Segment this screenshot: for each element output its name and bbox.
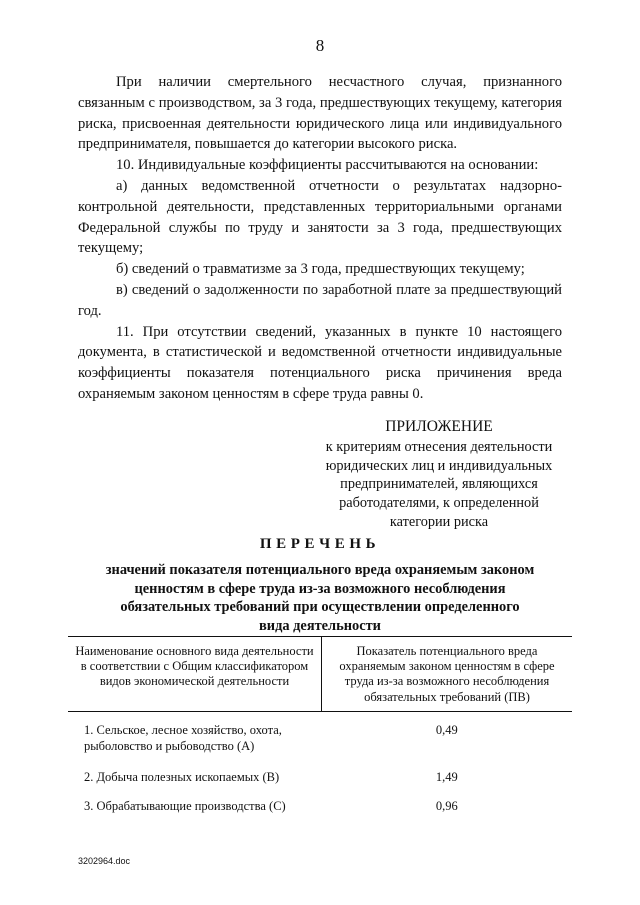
doc-code: 3202964.doc	[78, 856, 131, 866]
table-row	[68, 711, 572, 759]
paragraph-item-10b: б) сведений о травматизме за 3 года, предшествующих текущему;	[116, 261, 525, 278]
paragraph-item-10c: в) сведений о задолженности по заработной плате за предшествующий год.	[78, 281, 562, 319]
row-activity: 3. Обрабатывающие производства (С)	[84, 798, 286, 813]
table	[68, 636, 572, 817]
row-activity: 2. Добыча полезных ископаемых (В)	[84, 769, 280, 784]
appendix-line: к критериям отнесения деятельности	[325, 438, 553, 455]
appendix-line: категории риска	[389, 513, 489, 530]
header-indicator: Показатель потенциального вреда охраняемым законом ценностям в сфере труда из-за возможного несоблюдения обязательных требований (ПВ)	[322, 637, 573, 712]
row-value: 0,96	[435, 798, 458, 813]
page-number: 8	[315, 36, 325, 55]
appendix-line: юридических лиц и индивидуальных	[325, 457, 553, 474]
list-title: ПЕРЕЧЕНЬ	[259, 536, 381, 552]
row-activity: 1. Сельское, лесное хозяйство, охота, рыболовство и рыбоводство (А)	[84, 722, 282, 753]
subtitle-line: значений показателя потенциального вреда охраняемым законом	[105, 562, 535, 578]
subtitle-line: обязательных требований при осуществлении определенного	[120, 599, 520, 616]
appendix-title: ПРИЛОЖЕНИЕ	[385, 418, 493, 435]
body-text	[78, 72, 562, 405]
subtitle-line: ценностям в сфере труда из-за возможного несоблюдения	[134, 580, 506, 597]
table-row	[68, 790, 572, 817]
row-value: 0,49	[435, 722, 458, 737]
appendix-block	[300, 418, 578, 532]
appendix-line: работодателями, к определенной	[339, 495, 539, 512]
list-subtitle	[80, 561, 560, 635]
hazard-table	[68, 636, 572, 817]
paragraph-item-11: 11. При отсутствии сведений, указанных в пункте 10 настоящего документа, в статистической и ведомственной отчетности индивидуальные коэффициенты показателя потенциального риска причинения вреда охраняемым законом ценностям в сфере труда равны 0.	[78, 323, 562, 402]
paragraph-item-10: 10. Индивидуальные коэффициенты рассчитываются на основании:	[116, 157, 539, 174]
paragraph-item-10a: а) данных ведомственной отчетности о результатах надзорно-контрольной деятельности, представленных территориальными органами Федеральной службы по труду и занятости за 3 года, предшествующих текущему;	[78, 177, 562, 257]
row-value: 1,49	[435, 769, 458, 784]
appendix-line: предпринимателей, являющихся	[340, 476, 538, 493]
table-row	[68, 759, 572, 790]
subtitle-line: вида деятельности	[259, 617, 381, 634]
header-activity: Наименование основного вида деятельности в соответствии с Общим классификатором видов экономической деятельности	[68, 637, 322, 712]
table-header-row	[68, 637, 572, 712]
paragraph-fatal-accident: При наличии смертельного несчастного случая, признанного связанным с производством, за 3 года, предшествующих текущему, категория риска, присвоенная деятельности юридического лица или индивидуального предпринимателя, повышается до категории высокого риска.	[78, 74, 562, 153]
